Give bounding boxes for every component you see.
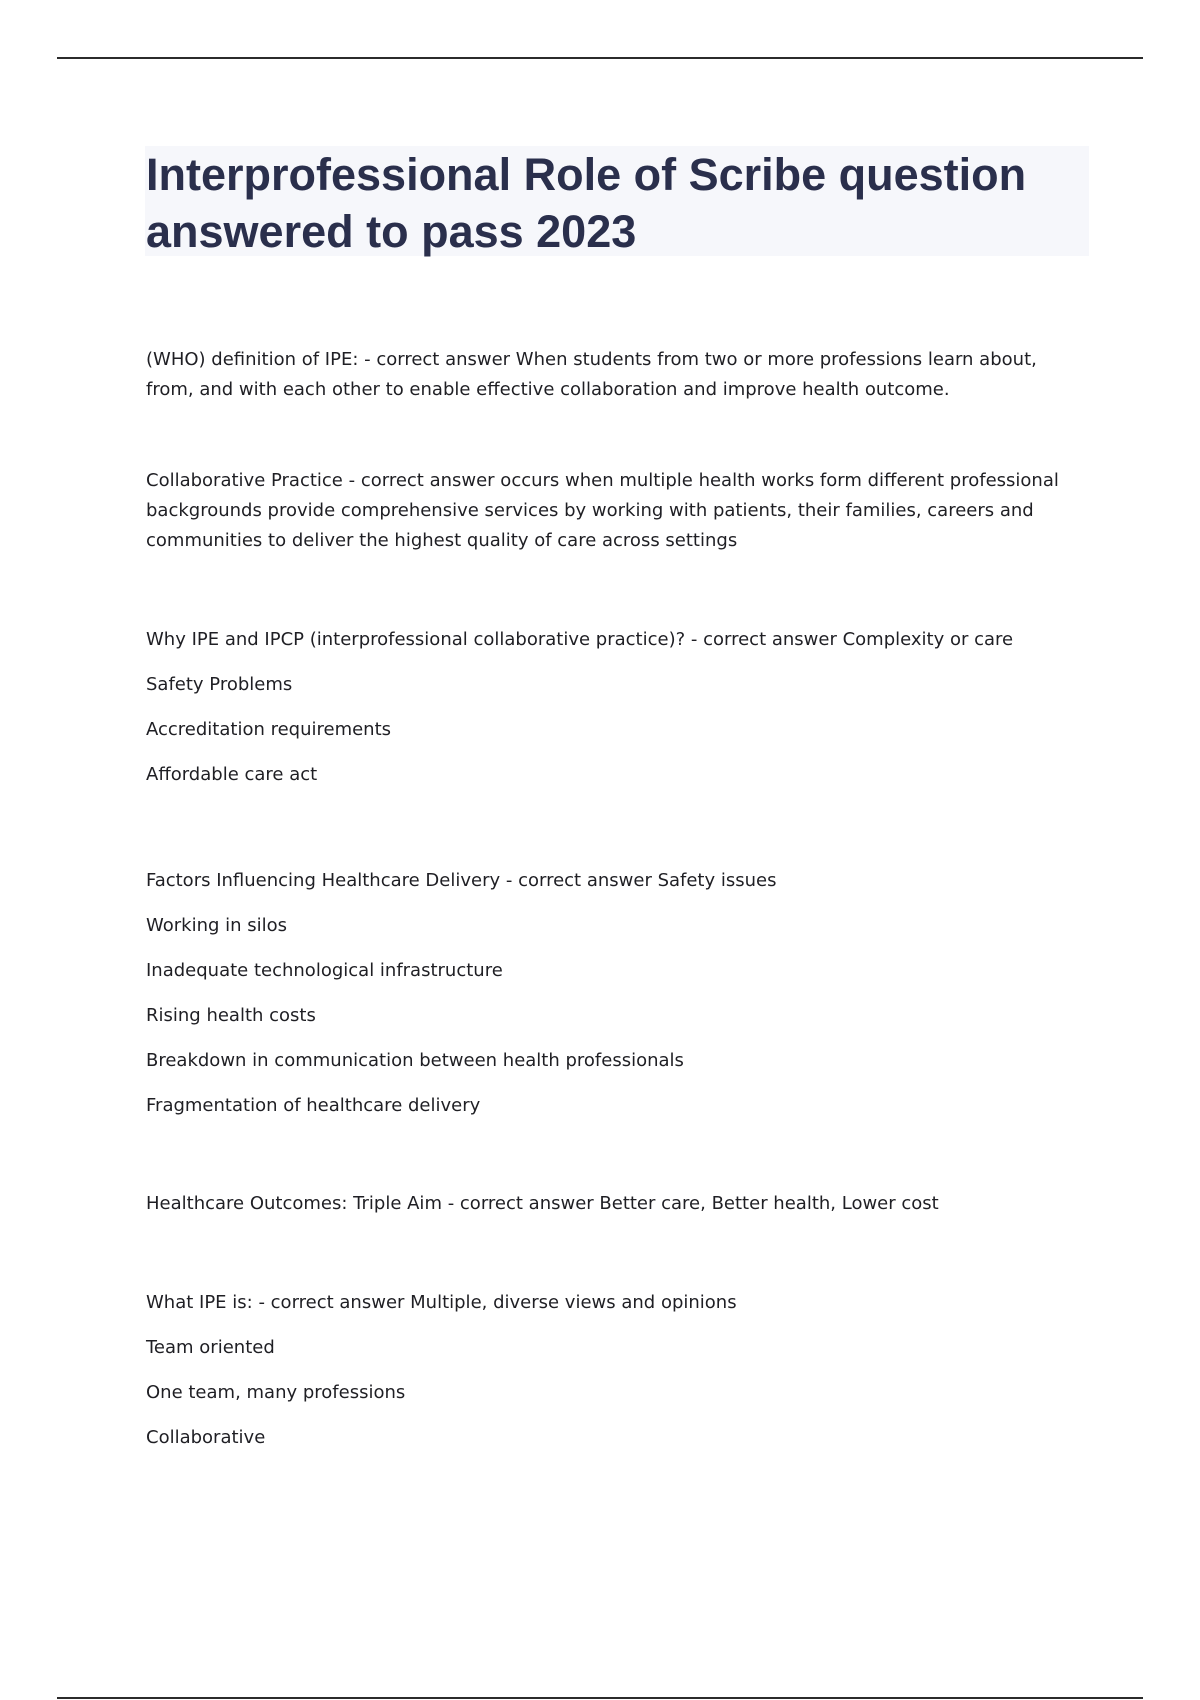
qa-who-definition [146, 345, 1066, 405]
answer-line: Breakdown in communication between health professionals [146, 1050, 684, 1071]
answer-line: Collaborative [146, 1427, 266, 1448]
answer-line: Accreditation requirements [146, 719, 392, 740]
bottom-divider [57, 1697, 1143, 1699]
qa-factors-influencing [146, 858, 1066, 1128]
document-body [146, 345, 1066, 1521]
answer-line: Safety Problems [146, 674, 293, 695]
answer-line: Rising health costs [146, 1005, 316, 1026]
qa-text: What IPE is: - correct answer Multiple, diverse views and opinions [146, 1292, 737, 1313]
qa-text: Why IPE and IPCP (interprofessional collaborative practice)? - correct answer Complexity or care [146, 629, 1014, 650]
qa-text: Healthcare Outcomes: Triple Aim - correct answer Better care, Better health, Lower cost [146, 1193, 939, 1214]
answer-line: Team oriented [146, 1337, 275, 1358]
document-title: Interprofessional Role of Scribe question answered to pass 2023 [146, 149, 1027, 257]
top-divider [57, 57, 1143, 59]
qa-healthcare-outcomes [146, 1189, 1066, 1219]
qa-what-ipe-is [146, 1280, 1066, 1460]
answer-line: Fragmentation of healthcare delivery [146, 1095, 481, 1116]
answer-line: Working in silos [146, 915, 288, 936]
answer-line: Affordable care act [146, 764, 318, 785]
answer-line: Inadequate technological infrastructure [146, 960, 503, 981]
qa-text: Collaborative Practice - correct answer occurs when multiple health works form different professional backgrounds provide comprehensive services by working with patients, their families, careers and communities to deliver the highest quality of care across settings [146, 470, 1059, 551]
qa-text: Factors Influencing Healthcare Delivery - correct answer Safety issues [146, 870, 777, 891]
answer-line: One team, many professions [146, 1382, 406, 1403]
qa-why-ipe-ipcp [146, 617, 1066, 797]
qa-text: (WHO) definition of IPE: - correct answer When students from two or more professions learn about, from, and with each other to enable effective collaboration and improve health outcome. [146, 349, 1037, 400]
qa-collaborative-practice [146, 466, 1066, 556]
